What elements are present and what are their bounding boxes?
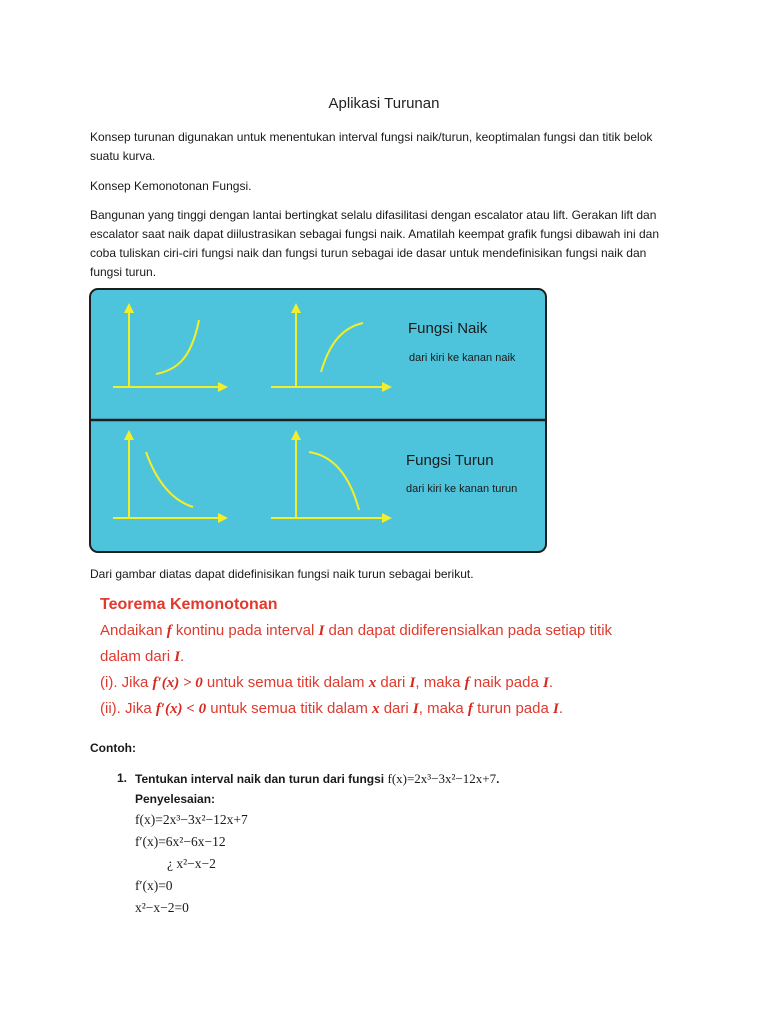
graph-turun-1 (113, 435, 223, 518)
step-2: f′(x)=6x²−6x−12 (135, 834, 226, 849)
graph-turun-2 (271, 435, 387, 518)
theorem-block (100, 592, 680, 722)
fungsi-turun-title: Fungsi Turun (406, 452, 494, 469)
fungsi-turun-caption: dari kiri ke kanan turun (406, 483, 518, 495)
theorem-line-3: (i). Jika f′(x) > 0 untuk semua titik dalam x dari I, maka f naik pada I. (100, 674, 553, 691)
example-number: 1. (117, 771, 128, 785)
monotonic-functions-figure (89, 288, 547, 553)
graph-naik-1 (113, 308, 223, 387)
after-figure-text: Dari gambar diatas dapat didefinisikan fungsi naik turun sebagai berikut. (90, 567, 474, 581)
example-prompt: Tentukan interval naik dan turun dari fungsi f(x)=2x³−3x²−12x+7. (135, 771, 500, 786)
step-1: f(x)=2x³−3x²−12x+7 (135, 812, 248, 827)
page-title: Aplikasi Turunan (328, 95, 440, 112)
theorem-line-2: dalam dari I. (100, 648, 185, 665)
section-heading: Konsep Kemonotonan Fungsi. (90, 179, 252, 193)
theorem-title: Teorema Kemonotonan (100, 596, 278, 613)
contoh-label: Contoh: (90, 741, 136, 755)
step-4: f′(x)=0 (135, 878, 173, 893)
fungsi-naik-caption: dari kiri ke kanan naik (409, 352, 516, 364)
solution-steps (135, 790, 248, 919)
step-5: x²−x−2=0 (135, 900, 189, 915)
intro-paragraph: Konsep turunan digunakan untuk menentukan interval fungsi naik/turun, keoptimalan fungsi dan titik belok suatu kurva. (90, 130, 653, 163)
step-3: ¿ x²−x−2 (167, 856, 216, 871)
solution-label: Penyelesaian: (135, 792, 216, 806)
example-prompt-math: f(x)=2x³−3x²−12x+7 (387, 771, 497, 786)
body-paragraph: Bangunan yang tinggi dengan lantai bertingkat selalu difasilitasi dengan escalator atau lift. Gerakan lift dan escalator saat naik dapat diilustrasikan sebagai fungsi naik. Amatilah keempat grafik fungsi dibawah ini dan coba tuliskan ciri-ciri fungsi naik dan fungsi turun sebagai ide dasar untuk mendefinisikan fungsi naik dan fungsi turun. (90, 208, 660, 279)
theorem-line-4: (ii). Jika f′(x) < 0 untuk semua titik dalam x dari I, maka f turun pada I. (100, 700, 563, 717)
fungsi-naik-title: Fungsi Naik (408, 320, 488, 337)
theorem-line-1: Andaikan f kontinu pada interval I dan dapat didiferensialkan pada setiap titik (100, 622, 613, 639)
graph-naik-2 (271, 308, 387, 387)
